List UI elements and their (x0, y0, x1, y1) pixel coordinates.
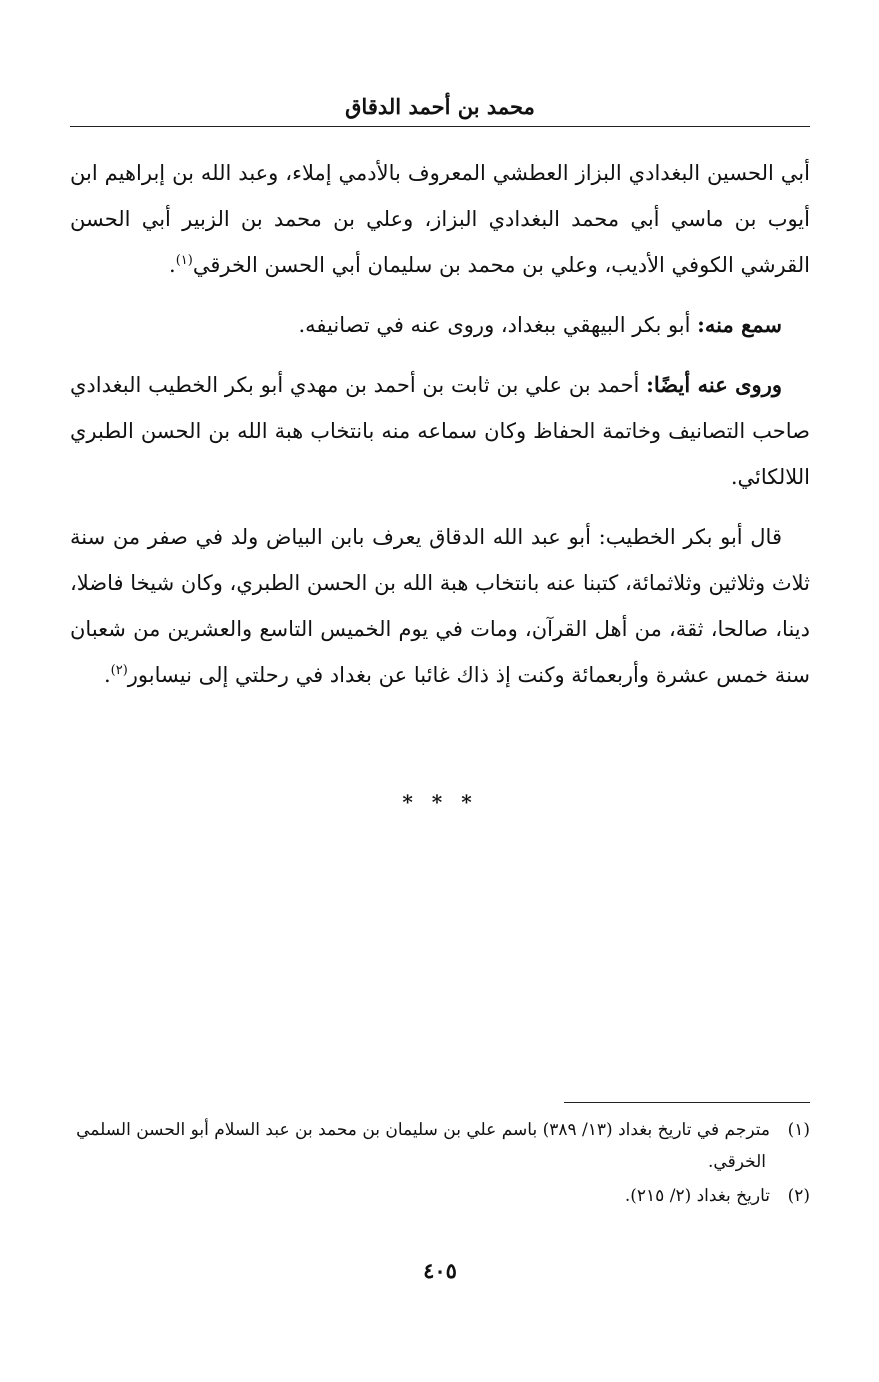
footnote-2-number: (٢) (787, 1186, 810, 1206)
paragraph-teachers (70, 150, 810, 288)
footnote-1-number: (١) (787, 1120, 810, 1140)
footnote-2-text: تاريخ بغداد (٢/ ٢١٥). (624, 1186, 770, 1206)
footnote-ref-1: (١) (175, 253, 193, 268)
header-rule (70, 126, 810, 127)
footnote-ref-2: (٢) (110, 663, 128, 678)
page-number: ٤٠٥ (423, 1258, 457, 1283)
footnotes (70, 1114, 810, 1214)
footnote-1-text: مترجم في تاريخ بغداد (١٣/ ٣٨٩) باسم علي بن سليمان بن محمد بن عبد السلام أبو الحسن السلمي الخرقي. (76, 1120, 770, 1172)
heard-from-label: سمع منه: (697, 312, 782, 337)
footnote-rule (564, 1102, 810, 1103)
heard-from-text: أبو بكر البيهقي ببغداد، وروى عنه في تصانيفه. (298, 313, 698, 337)
narrated-also-label: وروى عنه أيضًا: (646, 372, 782, 397)
paragraph-heard-from-him (70, 302, 810, 348)
paragraph-teachers-end: . (169, 253, 176, 277)
running-title: محمد بن أحمد الدقاق (345, 94, 535, 119)
paragraph-narrated-from-him (70, 362, 810, 500)
khatib-quote-text: قال أبو بكر الخطيب: أبو عبد الله الدقاق يعرف بابن البياض ولد في صفر من سنة ثلاث وثلاثين وثلاثمائة، كتبنا عنه بانتخاب هبة الله بن الحسن الطبري، وكان شيخا فاضلا، دينا، صالحا، ثقة، من أهل القرآن، ومات في يوم الخميس التاسع والعشرين من شعبان سنة خمس عشرة وأربعمائة وكنت إذ ذاك غائبا عن بغداد في رحلتي إلى نيسابور (70, 525, 810, 687)
main-text (70, 150, 810, 712)
paragraph-khatib-quote (70, 514, 810, 698)
footnote-2 (70, 1180, 810, 1212)
footnote-1 (70, 1114, 810, 1178)
narrated-also-text: أحمد بن علي بن ثابت بن أحمد بن مهدي أبو بكر الخطيب البغدادي صاحب التصانيف وخاتمة الحفاظ وكان سماعه منه بانتخاب هبة الله بن الحسن الطبري اللالكائي. (70, 373, 810, 489)
khatib-quote-end: . (103, 663, 111, 687)
section-ornament: * * * (402, 790, 478, 814)
paragraph-teachers-text: أبي الحسين البغدادي البزاز العطشي المعروف بالأدمي إملاء، وعبد الله بن إبراهيم ابن أيوب بن ماسي أبي محمد البغدادي البزاز، وعلي بن محمد بن الزبير أبي الحسن القرشي الكوفي الأديب، وعلي بن محمد بن سليمان أبي الحسن الخرقي (70, 161, 810, 277)
